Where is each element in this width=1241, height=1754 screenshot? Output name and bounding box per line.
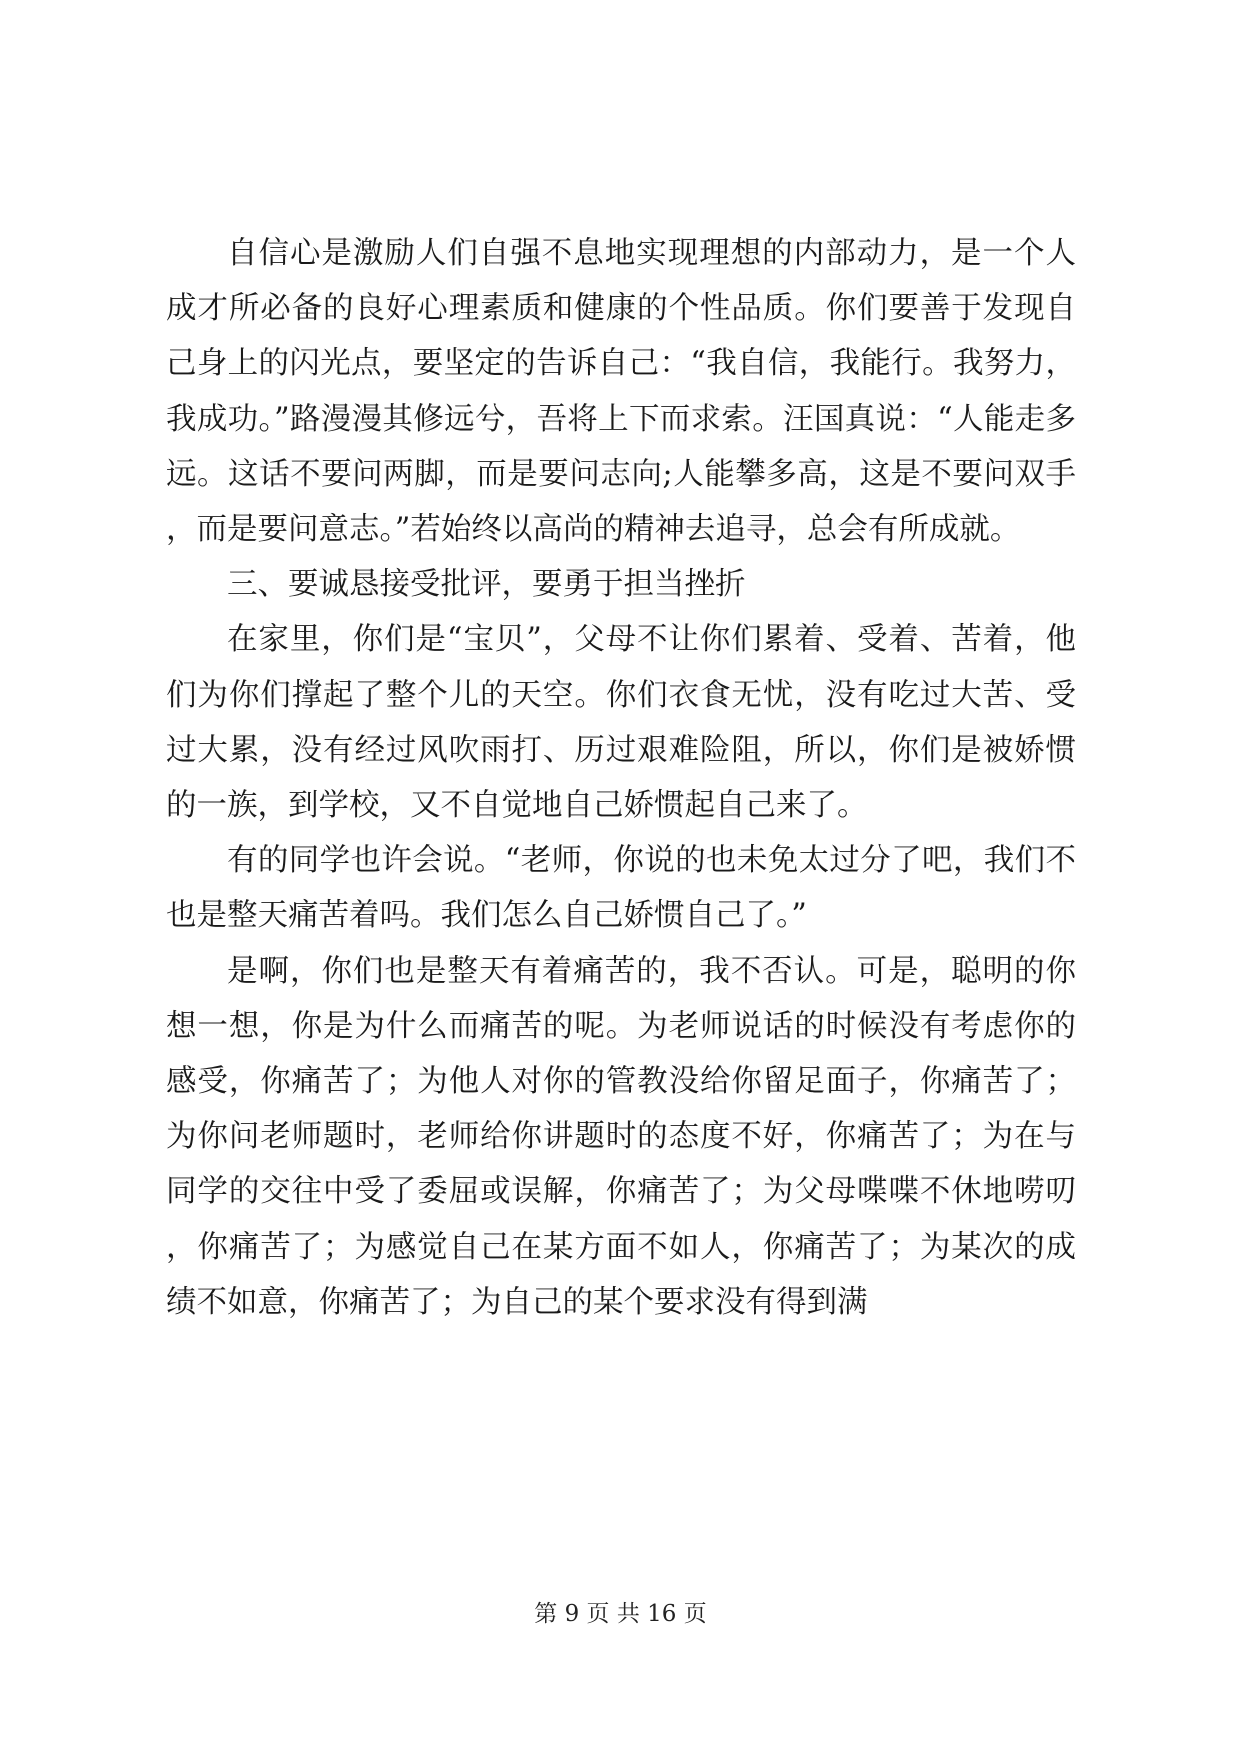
page-number-footer: 第 9 页 共 16 页: [534, 1601, 707, 1627]
paragraph-student-objection: 有的同学也许会说。“老师，你说的也未免太过分了吧，我们不也是整天痛苦着吗。我们怎么自己娇惯自己了。”: [166, 843, 1076, 934]
paragraph-suffering: 是啊，你们也是整天有着痛苦的，我不否认。可是，聪明的你想一想，你是为什么而痛苦的呢。为老师说话的时候没有考虑你的感受，你痛苦了；为他人对你的管教没给你留足面子，你痛苦了；为你问老师题时，老师给你讲题时的态度不好，你痛苦了；为在与同学的交往中受了委屈或误解，你痛苦了；为父母喋喋不休地唠叨，你痛苦了；为感觉自己在某方面不如人，你痛苦了；为某次的成绩不如意，你痛苦了；为自己的某个要求没有得到满: [166, 953, 1076, 1320]
document-body: [166, 226, 1076, 1330]
paragraph-pampered: 在家里，你们是“宝贝”，父母不让你们累着、受着、苦着，他们为你们撑起了整个儿的天空。你们衣食无忧，没有吃过大苦、受过大累，没有经过风吹雨打、历过艰难险阻，所以，你们是被娇惯的一族，到学校，又不自觉地自己娇惯起自己来了。: [166, 622, 1076, 824]
section-heading-criticism: 三、要诚恳接受批评，要勇于担当挫折: [227, 567, 746, 603]
paragraph-confidence: 自信心是激励人们自强不息地实现理想的内部动力，是一个人成才所必备的良好心理素质和健康的个性品质。你们要善于发现自己身上的闪光点，要坚定的告诉自己：“我自信，我能行。我努力，我成功。”路漫漫其修远兮，吾将上下而求索。汪国真说：“人能走多远。这话不要问两脚，而是要问志向;人能攀多高，这是不要问双手，而是要问意志。”若始终以高尚的精神去追寻，总会有所成就。: [166, 236, 1076, 548]
